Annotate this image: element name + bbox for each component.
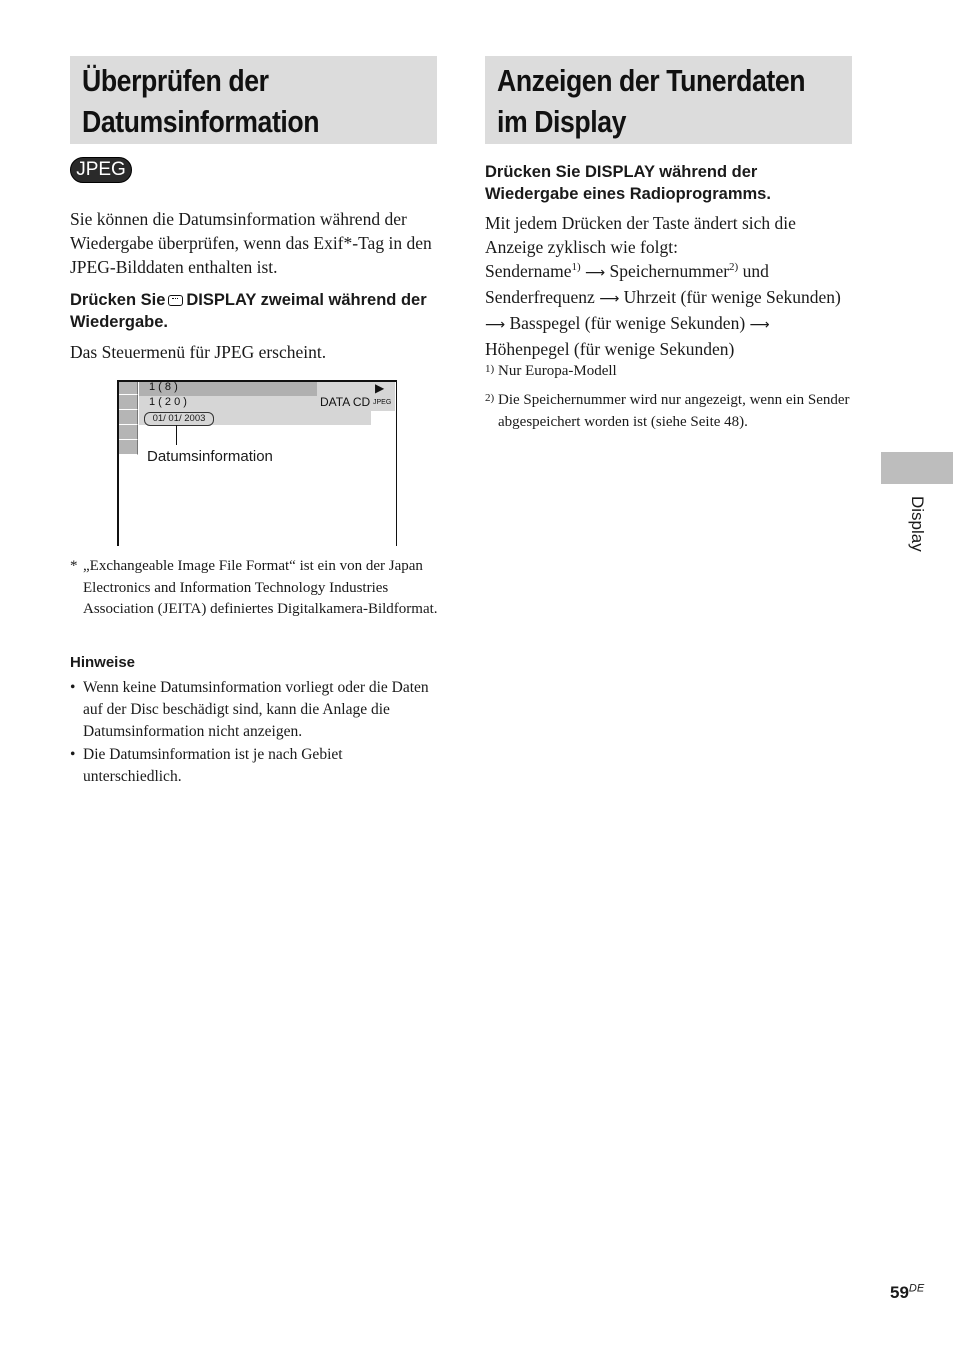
- desc-intro: Mit jedem Drücken der Taste ändert sich die Anzeige zyklisch wie folgt:: [485, 213, 796, 257]
- control-menu-illustration: [117, 380, 397, 546]
- footnote-2: 2) Die Speichernummer wird nur angezeigt, wenn ein Sender abgespeichert worden ist (siehe Seite 48).: [485, 390, 857, 433]
- result-text: Das Steuermenü für JPEG erscheint.: [70, 342, 327, 362]
- menu-icon-column: [117, 380, 139, 455]
- screen-border-left: [117, 380, 119, 546]
- arrow-icon: ⟶: [585, 265, 606, 281]
- display-button-icon: [168, 295, 183, 306]
- instruction-post: DISPLAY zweimal während der Wiedergabe.: [70, 291, 427, 331]
- screen-row-2: 1 ( 2 0 ): [149, 396, 187, 408]
- arrow-icon: ⟶: [599, 291, 620, 307]
- footnote-text: „Exchangeable Image File Format“ ist ein von der Japan Electronics and Information Technology Industries Association (JEITA) definiertes Digitalkamera-Bildformat.: [83, 558, 438, 617]
- side-tab-label: Display: [908, 496, 927, 552]
- note-item: • Die Datumsinformation ist je nach Gebiet unterschiedlich.: [70, 744, 440, 788]
- disc-type-label: DATA CD: [320, 395, 371, 409]
- menu-icon-cell: [117, 440, 138, 455]
- screen-date: 01/ 01/ 2003: [144, 412, 214, 426]
- footnote-ref-2: 2): [729, 261, 739, 274]
- menu-icon-cell: [117, 410, 138, 425]
- heading-line-1: Anzeigen der Tunerdaten: [497, 63, 806, 98]
- cycle-item-station-name: Sendername: [485, 261, 572, 281]
- notes-title: Hinweise: [70, 654, 136, 671]
- arrow-icon: ⟶: [749, 317, 770, 333]
- footnote-marker: *: [70, 558, 78, 574]
- arrow-icon: ⟶: [485, 317, 506, 333]
- tuner-description: [485, 211, 857, 361]
- page-number-suffix: DE: [908, 1282, 925, 1295]
- cycle-item-clock: Uhrzeit (für wenige Sekunden): [623, 287, 841, 307]
- instruction-pre: Drücken Sie: [70, 291, 166, 309]
- notes-list: [70, 677, 440, 789]
- heading-line-2: Datumsinformation: [82, 104, 320, 139]
- intro-paragraph: Sie können die Datumsinformation während der Wiedergabe überprüfen, wenn das Exif*-Tag in den JPEG-Bilddaten enthalten ist.: [70, 209, 432, 277]
- menu-icon-cell: [117, 395, 138, 410]
- cycle-item-frequency: Senderfrequenz: [485, 287, 595, 307]
- section-heading-date-info: [70, 56, 437, 144]
- footnote-ref-1: 1): [571, 261, 581, 274]
- side-tab-marker: [881, 452, 953, 484]
- instruction-date: [70, 289, 442, 333]
- menu-icon-cell: [117, 380, 138, 395]
- heading-line-1: Überprüfen der: [82, 63, 269, 98]
- callout-line: [176, 425, 177, 445]
- heading-line-2: im Display: [497, 104, 627, 139]
- instruction-tuner: Drücken Sie DISPLAY während der Wiedergabe eines Radioprogramms.: [485, 163, 771, 203]
- screen-row-1: 1 ( 8 ): [149, 381, 178, 393]
- cycle-item-treble: Höhenpegel (für wenige Sekunden): [485, 339, 735, 359]
- footnote-2-text: Die Speichernummer wird nur angezeigt, wenn ein Sender abgespeichert worden ist (siehe Seite 48).: [498, 392, 850, 430]
- play-icon: ▶: [375, 381, 385, 395]
- page-number: [890, 1283, 924, 1303]
- menu-icon-cell: [117, 425, 138, 440]
- note-item: • Wenn keine Datumsinformation vorliegt oder die Daten auf der Disc beschädigt sind, kann die Anlage die Datumsinformation nicht anzeigen.: [70, 677, 440, 743]
- page-number-value: 59: [890, 1283, 909, 1302]
- footnote-1-text: Nur Europa-Modell: [498, 363, 617, 379]
- disc-format-label: JPEG: [373, 399, 392, 406]
- screen-border-right: [396, 380, 398, 546]
- jpeg-badge: JPEG: [70, 157, 132, 183]
- footnote-1: 1) Nur Europa-Modell: [485, 361, 857, 383]
- cycle-and: und: [742, 261, 769, 281]
- callout-label: Datumsinformation: [147, 448, 273, 465]
- cycle-item-preset: Speichernummer: [609, 261, 730, 281]
- cycle-item-bass: Basspegel (für wenige Sekunden): [509, 313, 746, 333]
- footnote-exif: [70, 556, 442, 621]
- section-heading-tuner: [485, 56, 852, 144]
